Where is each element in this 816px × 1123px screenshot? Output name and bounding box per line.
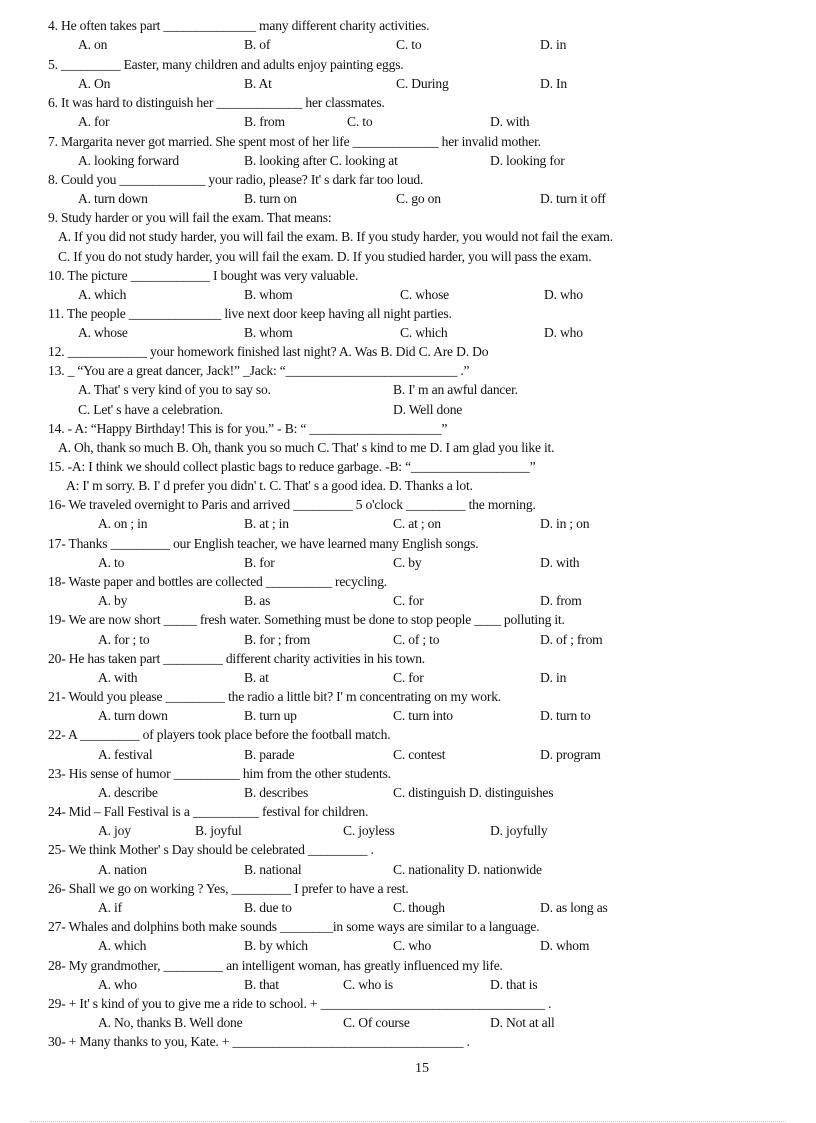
question-line: 6. It was hard to distinguish her _____________ her classmates. bbox=[48, 95, 385, 110]
answer-option: D. joyfully bbox=[490, 823, 548, 838]
answer-option: A. whose bbox=[78, 325, 128, 340]
answer-option: D. that is bbox=[490, 977, 538, 992]
answer-option: C. by bbox=[393, 555, 422, 570]
answer-option: B. turn up bbox=[244, 708, 297, 723]
answer-option: D. whom bbox=[540, 938, 590, 953]
answer-option: A. describe bbox=[98, 785, 158, 800]
question-line: 24- Mid – Fall Festival is a __________ festival for children. bbox=[48, 804, 369, 819]
question-line: 26- Shall we go on working ? Yes, _________ I prefer to have a rest. bbox=[48, 881, 409, 896]
question-line: 10. The picture ____________ I bought was very valuable. bbox=[48, 268, 359, 283]
answer-option: A. No, thanks B. Well done bbox=[98, 1015, 243, 1030]
answer-option: D. program bbox=[540, 747, 601, 762]
question-line: 9. Study harder or you will fail the exam. That means: bbox=[48, 210, 332, 225]
answer-option: C. distinguish D. distinguishes bbox=[393, 785, 554, 800]
answer-option: C. who is bbox=[343, 977, 393, 992]
answer-option: B. from bbox=[244, 114, 285, 129]
answer-option: A. joy bbox=[98, 823, 131, 838]
question-line: 22- A _________ of players took place before the football match. bbox=[48, 727, 391, 742]
answer-option: A. to bbox=[98, 555, 125, 570]
answer-option: D. in bbox=[540, 670, 567, 685]
question-line: 23- His sense of humor __________ him from the other students. bbox=[48, 766, 391, 781]
answer-option: D. in bbox=[540, 37, 567, 52]
question-line: 12. ____________ your homework finished last night? A. Was B. Did C. Are D. Do bbox=[48, 344, 489, 359]
answer-option: C. Of course bbox=[343, 1015, 410, 1030]
question-line: 16- We traveled overnight to Paris and arrived _________ 5 o'clock _________ the morning. bbox=[48, 497, 536, 512]
answer-option: B. at ; in bbox=[244, 516, 289, 531]
answer-option: D. Well done bbox=[393, 402, 463, 417]
answer-option: C. which bbox=[400, 325, 448, 340]
answer-option: A. turn down bbox=[78, 191, 148, 206]
answer-option: A. which bbox=[98, 938, 147, 953]
answer-option: A. looking forward bbox=[78, 153, 179, 168]
question-line: 27- Whales and dolphins both make sounds ________in some ways are similar to a language. bbox=[48, 919, 540, 934]
question-line: 30- + Many thanks to you, Kate. + ___________________________________ . bbox=[48, 1034, 470, 1049]
answer-option: C. who bbox=[393, 938, 432, 953]
answer-option: A. festival bbox=[98, 747, 153, 762]
answer-option: B. parade bbox=[244, 747, 295, 762]
answer-option: B. by which bbox=[244, 938, 308, 953]
question-line: 5. _________ Easter, many children and adults enjoy painting eggs. bbox=[48, 57, 404, 72]
question-line: 8. Could you _____________ your radio, please? It' s dark far too loud. bbox=[48, 172, 424, 187]
question-line: 29- + It' s kind of you to give me a ride to school. + __________________________________ . bbox=[48, 996, 552, 1011]
footer-divider bbox=[30, 1121, 786, 1122]
answer-option: B. of bbox=[244, 37, 271, 52]
answer-option: C. though bbox=[393, 900, 445, 915]
question-line: C. If you do not study harder, you will fail the exam. D. If you studied harder, you will pass the exam. bbox=[58, 249, 592, 264]
answer-option: B. for bbox=[244, 555, 275, 570]
answer-option: A. by bbox=[98, 593, 128, 608]
answer-option: B. looking after C. looking at bbox=[244, 153, 398, 168]
answer-option: D. turn it off bbox=[540, 191, 606, 206]
answer-option: C. whose bbox=[400, 287, 449, 302]
answer-option: B. for ; from bbox=[244, 632, 311, 647]
answer-option: C. joyless bbox=[343, 823, 395, 838]
question-line: A. Oh, thank so much B. Oh, thank you so much C. That' s kind to me D. I am glad you like it. bbox=[58, 440, 555, 455]
answer-option: B. describes bbox=[244, 785, 309, 800]
question-line: A: I' m sorry. B. I' d prefer you didn' t. C. That' s a good idea. D. Thanks a lot. bbox=[66, 478, 473, 493]
answer-option: D. turn to bbox=[540, 708, 591, 723]
answer-option: B. as bbox=[244, 593, 271, 608]
answer-option: D. of ; from bbox=[540, 632, 603, 647]
answer-option: B. I' m an awful dancer. bbox=[393, 382, 518, 397]
answer-option: A. turn down bbox=[98, 708, 168, 723]
answer-option: B. joyful bbox=[195, 823, 242, 838]
question-line: 28- My grandmother, _________ an intelligent woman, has greatly influenced my life. bbox=[48, 958, 503, 973]
answer-option: D. from bbox=[540, 593, 582, 608]
answer-option: B. due to bbox=[244, 900, 292, 915]
answer-option: B. at bbox=[244, 670, 269, 685]
page-number: 15 bbox=[415, 1061, 429, 1076]
answer-option: C. for bbox=[393, 670, 424, 685]
answer-option: C. to bbox=[347, 114, 373, 129]
answer-option: B. whom bbox=[244, 325, 293, 340]
question-line: 13. _ “You are a great dancer, Jack!” _Jack: “__________________________ .” bbox=[48, 363, 470, 378]
answer-option: B. national bbox=[244, 862, 302, 877]
answer-option: C. of ; to bbox=[393, 632, 440, 647]
answer-option: A. nation bbox=[98, 862, 147, 877]
answer-option: A. which bbox=[78, 287, 127, 302]
answer-option: D. In bbox=[540, 76, 567, 91]
answer-option: B. turn on bbox=[244, 191, 297, 206]
answer-option: D. as long as bbox=[540, 900, 608, 915]
question-line: 19- We are now short _____ fresh water. Something must be done to stop people ____ polluting it. bbox=[48, 612, 565, 627]
answer-option: C. for bbox=[393, 593, 424, 608]
question-line: 21- Would you please _________ the radio a little bit? I' m concentrating on my work. bbox=[48, 689, 501, 704]
answer-option: C. turn into bbox=[393, 708, 453, 723]
answer-option: D. in ; on bbox=[540, 516, 590, 531]
answer-option: A. with bbox=[98, 670, 138, 685]
answer-option: C. go on bbox=[396, 191, 441, 206]
answer-option: D. who bbox=[544, 287, 583, 302]
answer-option: C. nationality D. nationwide bbox=[393, 862, 542, 877]
question-line: 4. He often takes part ______________ many different charity activities. bbox=[48, 18, 430, 33]
answer-option: D. who bbox=[544, 325, 583, 340]
answer-option: A. for ; to bbox=[98, 632, 150, 647]
answer-option: C. contest bbox=[393, 747, 446, 762]
answer-option: B. that bbox=[244, 977, 279, 992]
answer-option: A. who bbox=[98, 977, 137, 992]
answer-option: A. for bbox=[78, 114, 110, 129]
answer-option: D. looking for bbox=[490, 153, 565, 168]
answer-option: A. if bbox=[98, 900, 122, 915]
answer-option: A. on bbox=[78, 37, 108, 52]
question-line: 18- Waste paper and bottles are collected __________ recycling. bbox=[48, 574, 387, 589]
answer-option: A. On bbox=[78, 76, 111, 91]
question-line: 11. The people ______________ live next door keep having all night parties. bbox=[48, 306, 452, 321]
question-line: A. If you did not study harder, you will fail the exam. B. If you study harder, you would not fail the exam. bbox=[58, 229, 613, 244]
question-line: 7. Margarita never got married. She spent most of her life _____________ her invalid mother. bbox=[48, 134, 541, 149]
answer-option: C. During bbox=[396, 76, 449, 91]
answer-option: B. whom bbox=[244, 287, 293, 302]
answer-option: D. with bbox=[490, 114, 530, 129]
answer-option: A. on ; in bbox=[98, 516, 148, 531]
question-line: 14. - A: “Happy Birthday! This is for you.” - B: “ ____________________” bbox=[48, 421, 448, 436]
answer-option: C. Let' s have a celebration. bbox=[78, 402, 223, 417]
answer-option: A. That' s very kind of you to say so. bbox=[78, 382, 271, 397]
question-line: 17- Thanks _________ our English teacher, we have learned many English songs. bbox=[48, 536, 479, 551]
question-line: 15. -A: I think we should collect plastic bags to reduce garbage. -B: “__________________” bbox=[48, 459, 536, 474]
answer-option: C. at ; on bbox=[393, 516, 441, 531]
answer-option: B. At bbox=[244, 76, 272, 91]
answer-option: D. Not at all bbox=[490, 1015, 555, 1030]
question-line: 20- He has taken part _________ different charity activities in his town. bbox=[48, 651, 426, 666]
question-line: 25- We think Mother' s Day should be celebrated _________ . bbox=[48, 842, 374, 857]
answer-option: C. to bbox=[396, 37, 422, 52]
answer-option: D. with bbox=[540, 555, 580, 570]
